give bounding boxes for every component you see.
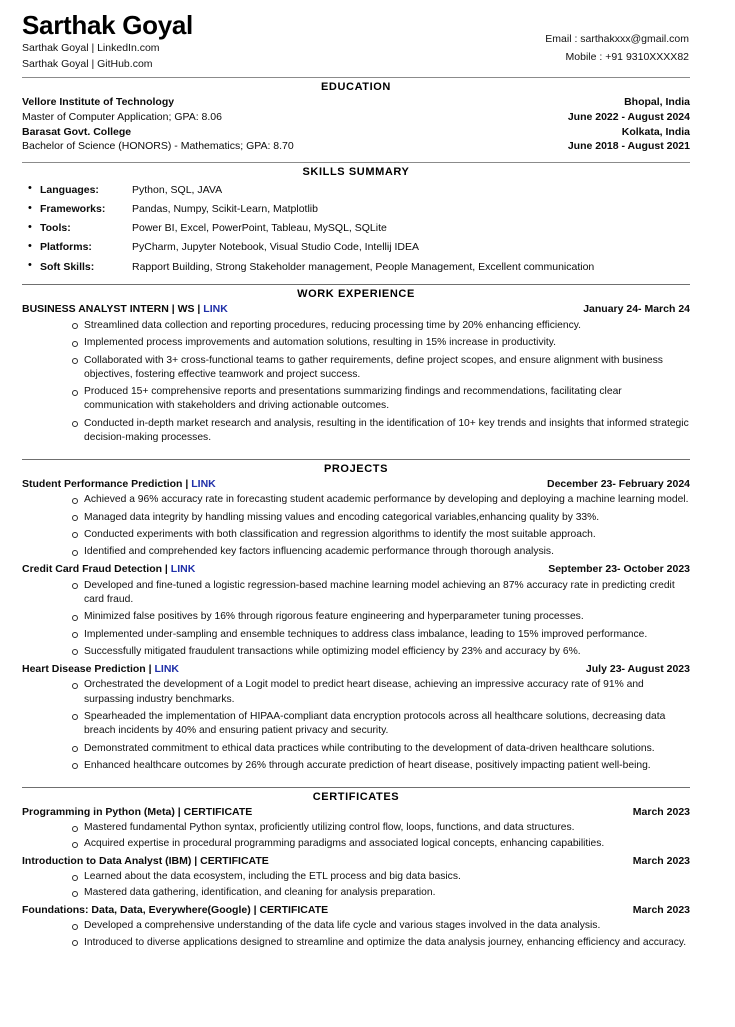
email-text: Email : sarthakxxx@gmail.com bbox=[545, 33, 689, 45]
list-item: Demonstrated commitment to ethical data practices while contributing to the development of data-driven healthcare solutions. bbox=[22, 740, 690, 757]
list-item: Enhanced healthcare outcomes by 26% through accurate prediction of heart disease, positively impacting patient well-being. bbox=[22, 757, 690, 774]
work-entry-heading bbox=[22, 302, 690, 317]
list-item bbox=[22, 257, 690, 276]
section-skills bbox=[22, 166, 690, 276]
skill-category: • Frameworks: bbox=[40, 203, 106, 216]
section-work-experience bbox=[22, 288, 690, 446]
list-item: Orchestrated the development of a Logit model to predict heart disease, achieving an impressive accuracy rate of 91% and surpassing industry benchmarks. bbox=[22, 677, 690, 709]
section-title-work: WORK EXPERIENCE bbox=[297, 288, 415, 301]
list-item: Implemented process improvements and automation solutions, resulting in 15% increase in productivity. bbox=[22, 335, 690, 352]
projects-divider bbox=[22, 787, 690, 788]
certificate-date: March 2023 bbox=[632, 854, 690, 867]
list-item: Collaborated with 3+ cross-functional teams to gather requirements, define project scopes, and ensure alignment with business objectives, fostering effective teamwork and project success. bbox=[22, 352, 690, 384]
header-divider bbox=[22, 77, 690, 78]
education-school-location: Bhopal, India bbox=[624, 95, 690, 108]
resume-header bbox=[22, 12, 690, 72]
skill-values: PyCharm, Jupyter Notebook, Visual Studio Code, Intellij IDEA bbox=[132, 241, 419, 254]
list-item: Mastered data gathering, identification, and cleaning for analysis preparation. bbox=[22, 885, 690, 902]
certificate-heading bbox=[22, 903, 690, 918]
project-link[interactable]: LINK bbox=[191, 477, 216, 490]
project-link[interactable]: LINK bbox=[170, 563, 196, 576]
education-entry-degree bbox=[22, 139, 690, 154]
project-entry bbox=[22, 477, 690, 561]
project-heading bbox=[22, 662, 690, 677]
list-item: Mastered fundamental Python syntax, proficiently utilizing control flow, loops, functions, and data structures. bbox=[22, 820, 690, 837]
work-divider bbox=[22, 459, 690, 460]
skill-category: • Soft Skills: bbox=[40, 260, 95, 273]
section-title-projects: PROJECTS bbox=[323, 462, 389, 475]
list-item: Learned about the data ecosystem, including the ETL process and big data basics. bbox=[22, 869, 690, 886]
skill-category: • Languages: bbox=[40, 183, 99, 196]
certificate-entry bbox=[22, 805, 690, 853]
skill-values: Power BI, Excel, PowerPoint, Tableau, MySQL, SQLite bbox=[132, 222, 387, 235]
project-bullets bbox=[22, 492, 690, 562]
project-heading bbox=[22, 562, 690, 577]
list-item: Achieved a 96% accuracy rate in forecasting student academic performance by developing and deploying a machine learning model. bbox=[22, 492, 690, 509]
work-job-title-text: BUSINESS ANALYST INTERN | WS | bbox=[22, 303, 204, 316]
list-item: Managed data integrity by handling missing values and encoding categorical variables,enhancing quality by 33%. bbox=[22, 509, 690, 526]
work-job-title bbox=[22, 302, 228, 317]
list-item bbox=[22, 238, 690, 257]
linkedin-link[interactable]: Sarthak Goyal | LinkedIn.com bbox=[22, 42, 160, 55]
list-item: Implemented under-sampling and ensemble techniques to address class imbalance, leading to 15% improved performance. bbox=[22, 626, 690, 643]
work-dates: January 24- March 24 bbox=[583, 303, 690, 316]
skills-divider bbox=[22, 284, 690, 285]
skill-category: • Tools: bbox=[40, 222, 71, 235]
education-degree: Master of Computer Application; GPA: 8.06 bbox=[22, 110, 222, 123]
certificate-entry bbox=[22, 854, 690, 902]
skill-values: Python, SQL, JAVA bbox=[132, 183, 223, 196]
list-item bbox=[22, 200, 690, 219]
project-title bbox=[22, 477, 216, 492]
certificate-heading bbox=[22, 805, 690, 820]
list-item: Introduced to diverse applications designed to streamline and optimize the data analysis journey, enhancing efficiency and accuracy. bbox=[22, 934, 690, 951]
list-item: Conducted experiments with both classification and regression algorithms to identify the most suitable approach. bbox=[22, 526, 690, 543]
education-entry-degree bbox=[22, 110, 690, 125]
mobile-text: Mobile : +91 9310XXXX82 bbox=[565, 51, 689, 64]
list-item: Developed a comprehensive understanding of the data life cycle and various stages involved in the data analysis. bbox=[22, 918, 690, 935]
project-heading bbox=[22, 477, 690, 492]
section-title-education: EDUCATION bbox=[321, 80, 391, 93]
list-item: Minimized false positives by 16% through rigorous feature engineering and hyperparameter tuning processes. bbox=[22, 609, 690, 626]
skill-values: Pandas, Numpy, Scikit-Learn, Matplotlib bbox=[132, 203, 318, 216]
project-title bbox=[22, 662, 179, 677]
header-contact bbox=[545, 12, 690, 67]
certificate-date: March 2023 bbox=[632, 903, 690, 916]
certificate-bullets bbox=[22, 918, 690, 951]
certificate-entry bbox=[22, 903, 690, 951]
work-link[interactable]: LINK bbox=[203, 303, 228, 316]
project-link[interactable]: LINK bbox=[154, 662, 179, 675]
list-item: Identified and comprehended key factors influencing academic performance through thorough analysis. bbox=[22, 544, 690, 561]
skill-category: • Platforms: bbox=[40, 241, 92, 254]
page-title: Sarthak Goyal bbox=[22, 10, 193, 40]
list-item bbox=[22, 219, 690, 238]
section-projects bbox=[22, 463, 690, 775]
certificate-title[interactable]: Introduction to Data Analyst (IBM) | CERTIFICATE bbox=[22, 854, 269, 867]
project-bullets bbox=[22, 577, 690, 661]
project-dates: September 23- October 2023 bbox=[548, 563, 690, 576]
list-item: Spearheaded the implementation of HIPAA-compliant data encryption protocols across all healthcare solutions, decreasing data breach incidents by 40% and ensuring patient privacy and security. bbox=[22, 708, 690, 740]
certificate-title[interactable]: Programming in Python (Meta) | CERTIFICATE bbox=[22, 805, 253, 818]
education-school-name: Barasat Govt. College bbox=[22, 125, 132, 138]
project-dates: July 23- August 2023 bbox=[585, 662, 690, 675]
list-item: Acquired expertise in procedural programming paradigms and associated logical concepts, enhancing capabilities. bbox=[22, 836, 690, 853]
project-entry bbox=[22, 662, 690, 775]
project-title bbox=[22, 562, 195, 577]
project-title-text: Heart Disease Prediction | bbox=[22, 662, 155, 675]
education-degree: Bachelor of Science (HONORS) - Mathematics; GPA: 8.70 bbox=[22, 140, 294, 153]
certificate-title[interactable]: Foundations: Data, Data, Everywhere(Google) | CERTIFICATE bbox=[22, 903, 329, 916]
certificate-date: March 2023 bbox=[632, 805, 690, 818]
header-links bbox=[22, 41, 193, 71]
list-item: Conducted in-depth market research and analysis, resulting in the identification of 10+ key trends and insights that informed strategic decision-making processes. bbox=[22, 415, 690, 447]
list-item: Successfully mitigated fraudulent transactions while optimizing model efficiency by 23% and accuracy by 6%. bbox=[22, 643, 690, 660]
education-school-location: Kolkata, India bbox=[621, 125, 690, 138]
certificate-bullets bbox=[22, 869, 690, 902]
list-item bbox=[22, 180, 690, 199]
project-bullets bbox=[22, 677, 690, 775]
section-certificates bbox=[22, 791, 690, 951]
education-school-name: Vellore Institute of Technology bbox=[22, 95, 175, 108]
project-title-text: Credit Card Fraud Detection | bbox=[22, 563, 171, 576]
work-bullets bbox=[22, 317, 690, 447]
list-item: Developed and fine-tuned a logistic regression-based machine learning model achieving an 87% accuracy rate in predicting credit card fraud. bbox=[22, 577, 690, 609]
project-dates: December 23- February 2024 bbox=[547, 477, 690, 490]
section-title-skills: SKILLS SUMMARY bbox=[302, 166, 410, 179]
education-dates: June 2022 - August 2024 bbox=[567, 110, 690, 123]
project-entry bbox=[22, 562, 690, 661]
skill-values: Rapport Building, Strong Stakeholder management, People Management, Excellent communication bbox=[132, 260, 595, 273]
header-identity bbox=[22, 12, 193, 72]
education-divider bbox=[22, 162, 690, 163]
skills-list bbox=[22, 180, 690, 276]
section-education bbox=[22, 81, 690, 155]
list-item: Streamlined data collection and reporting procedures, reducing processing time by 20% enhancing efficiency. bbox=[22, 317, 690, 334]
project-title-text: Student Performance Prediction | bbox=[22, 477, 192, 490]
section-title-certificates: CERTIFICATES bbox=[312, 790, 400, 803]
education-dates: June 2018 - August 2021 bbox=[567, 140, 690, 153]
certificate-heading bbox=[22, 854, 690, 869]
education-entry-school bbox=[22, 95, 690, 110]
list-item: Produced 15+ comprehensive reports and presentations summarizing findings and recommendations, facilitating clear communication with stakeholders and driving actionable outcomes. bbox=[22, 384, 690, 416]
education-entry-school bbox=[22, 125, 690, 140]
github-link[interactable]: Sarthak Goyal | GitHub.com bbox=[22, 57, 153, 70]
certificate-bullets bbox=[22, 820, 690, 853]
